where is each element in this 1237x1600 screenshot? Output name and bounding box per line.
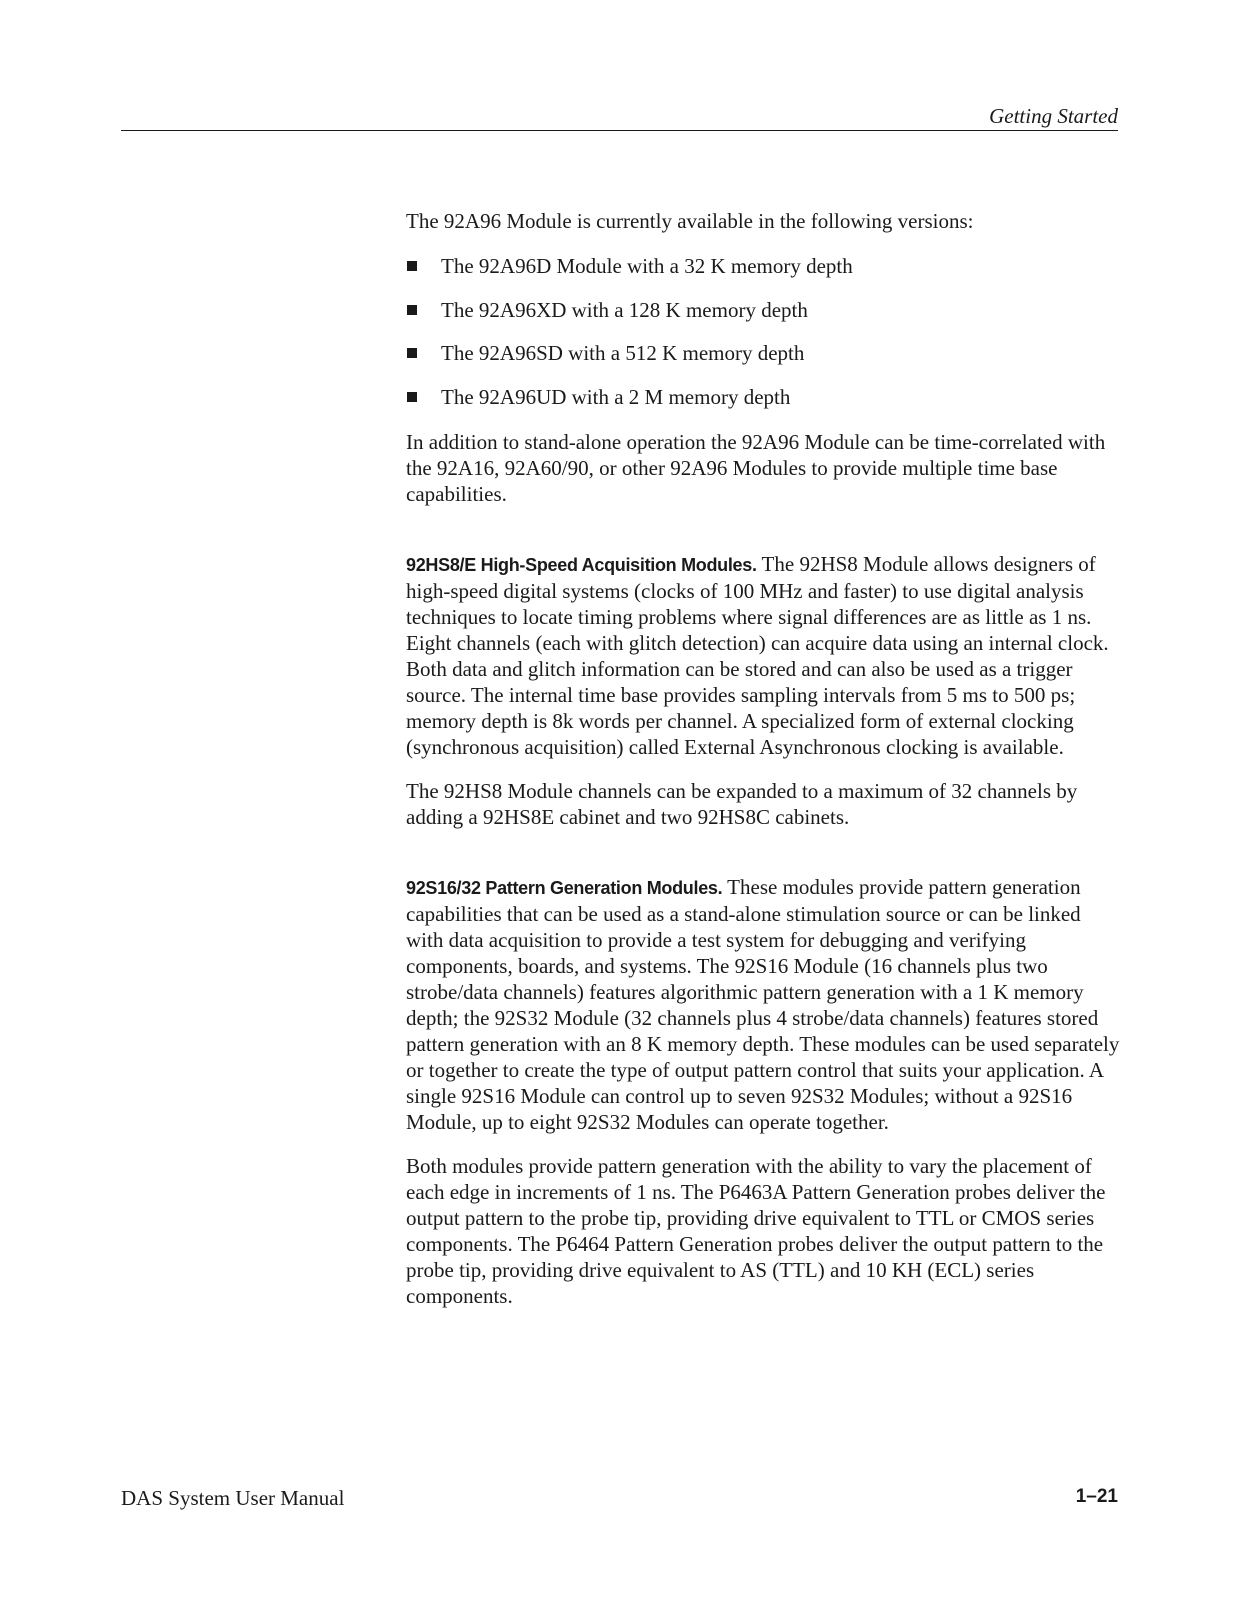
list-item-text: The 92A96UD with a 2 M memory depth (441, 384, 791, 409)
list-item-text: The 92A96SD with a 512 K memory depth (441, 341, 805, 365)
s16-paragraph (406, 874, 1121, 1135)
hs8-body: The 92HS8 Module allows designers of high-speed digital systems (clocks of 100 MHz and faster) to use digital analysis techniques to locate timing problems where signal differences are as little as 1 ns. Eight channels (each with glitch detection) can acquire data using an internal clock. Both data and glitch information can be stored and can also be used as a trigger source. The internal time base provides sampling intervals from 5 ms to 500 ps; memory depth is 8k words per channel. A specialized form of external clocking (synchronous acquisition) called External Asynchronous clocking is available. (406, 551, 1109, 759)
hs8-expansion-paragraph: The 92HS8 Module channels can be expanded to a maximum of 32 channels by adding a 92HS8E cabinet and two 92HS8C cabinets. (406, 778, 1078, 829)
versions-intro: The 92A96 Module is currently available in the following versions: (406, 209, 974, 233)
hs8-paragraph (406, 551, 1121, 760)
list-item-text: The 92A96XD with a 128 K memory depth (441, 297, 808, 322)
time-correlation-paragraph: In addition to stand-alone operation the 92A96 Module can be time-correlated with the 92A16, 92A60/90, or other 92A96 Modules to provide multiple time base capabilities. (406, 429, 1106, 506)
running-head: Getting Started (989, 104, 1118, 128)
footer-manual-title: DAS System User Manual (121, 1486, 345, 1510)
versions-list (406, 253, 1121, 410)
list-item-text: The 92A96D Module with a 32 K memory depth (441, 254, 853, 278)
hs8-heading: 92HS8/E High-Speed Acquisition Modules. (406, 554, 757, 575)
list-item (406, 253, 1121, 279)
list-item (406, 340, 1121, 366)
page-number: 1–21 (1075, 1486, 1118, 1507)
square-bullet-icon (407, 348, 417, 358)
square-bullet-icon (407, 305, 417, 315)
header-rule (121, 130, 1118, 131)
square-bullet-icon (407, 261, 417, 271)
list-item (406, 384, 1121, 410)
s16-heading: 92S16/32 Pattern Generation Modules. (406, 877, 723, 898)
body-column (406, 208, 1121, 1309)
list-item (406, 297, 1121, 323)
square-bullet-icon (407, 392, 417, 402)
probes-paragraph: Both modules provide pattern generation with the ability to vary the placement of each edge in increments of 1 ns. The P6463A Pattern Generation probes deliver the output pattern to the probe tip, providing drive equivalent to TTL or CMOS series components. The P6464 Pattern Generation probes deliver the output pattern to the probe tip, providing drive equivalent to AS (TTL) and 10 KH (ECL) series components. (406, 1153, 1106, 1308)
s16-body: These modules provide pattern generation capabilities that can be used as a stand-alone stimulation source or can be linked with data acquisition to provide a test system for debugging and verifying components, boards, and systems. The 92S16 Module (16 channels plus two strobe/data channels) features algorithmic pattern generation with a 1 K memory depth; the 92S32 Module (32 channels plus 4 strobe/data channels) features stored pattern generation with an 8 K memory depth. These modules can be used separately or together to create the type of output pattern control that suits your application. A single 92S16 Module can control up to seven 92S32 Modules; without a 92S16 Module, up to eight 92S32 Modules can operate together. (406, 874, 1120, 1134)
